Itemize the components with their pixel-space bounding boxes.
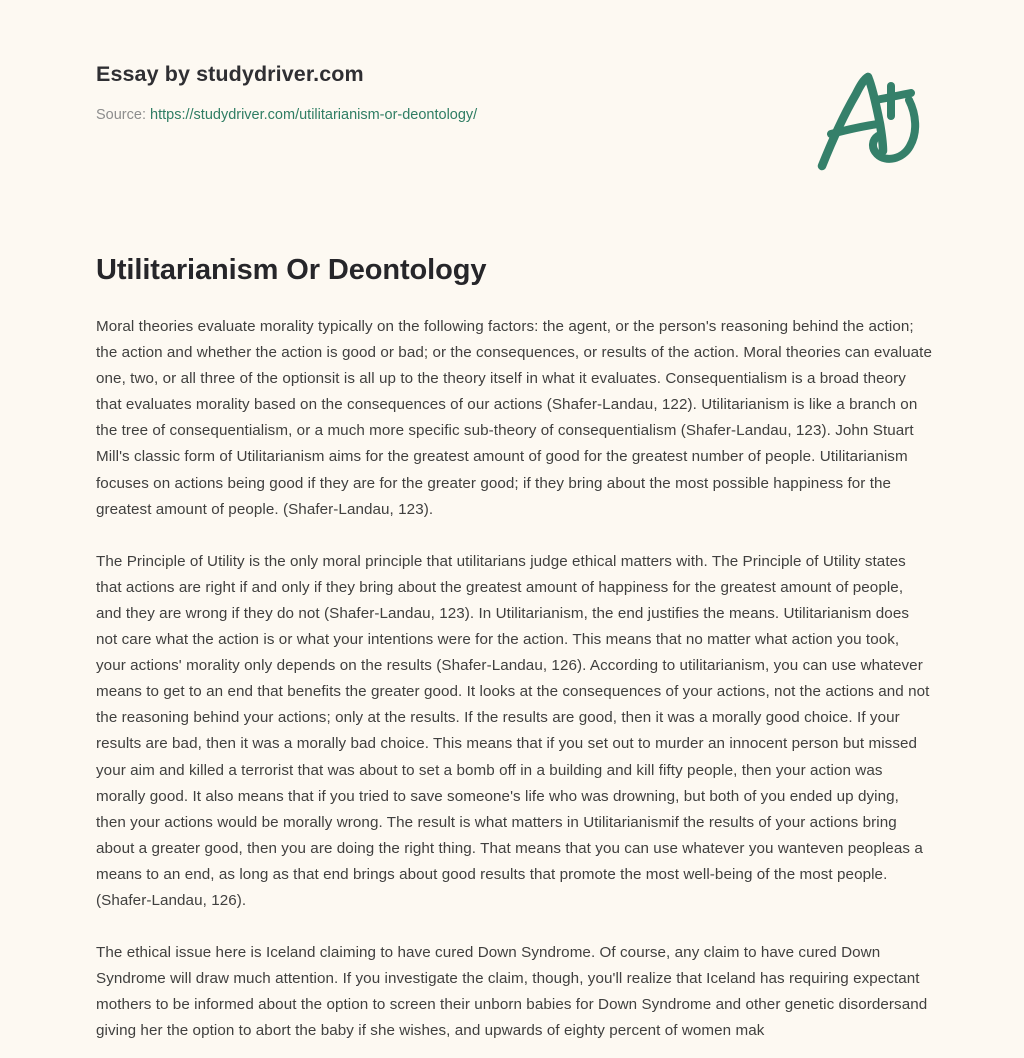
article-paragraph: The Principle of Utility is the only moral principle that utilitarians judge ethical matters with. The Principle of Utility states that actions are right if and only if they bring about the greatest amount of happiness for the greatest amount of people, and they are wrong if they do not (Shafer-Landau, 123). In Utilitarianism, the end justifies the means. Utilitarianism does not care what the action is or what your intentions were for the action. This means that no matter what action you took, your actions' morality only depends on the results (Shafer-Landau, 126). According to utilitarianism, you can use whatever means to get to an end that benefits the greater good. It looks at the consequences of your actions, not the actions and not the reasoning behind your actions; only at the results. If the results are good, then it was a morally good choice. If your results are bad, then it was a morally bad choice. This means that if you set out to murder an innocent person but missed your aim and killed a terrorist that was about to set a bomb off in a building and kill fifty people, then your action was morally good. It also means that if you tried to save someone's life who was drowning, but both of you ended up dying, then your actions would be morally wrong. The result is what matters in Utilitarianismif the results of your actions bring about a greater good, then you are doing the right thing. That means that you can use whatever you wanteven peopleas a means to an end, as long as that end brings about good results that promote the most well-being of the most people. (Shafer-Landau, 126). — [96, 552, 930, 909]
source-label: Source: — [96, 107, 146, 123]
a-plus-logo-icon[interactable] — [812, 66, 930, 176]
article-paragraph: Moral theories evaluate morality typically on the following factors: the agent, or the person's reasoning behind the action; the action and whether the action is good or bad; or the consequences, or results of the action. Moral theories can evaluate one, two, or all three of the optionsit is all up to the theory itself in what it evaluates. Consequentialism is a broad theory that evaluates morality based on the consequences of our actions (Shafer-Landau, 122). Utilitarianism is like a branch on the tree of consequentialism, or a much more specific sub-theory of consequentialism (Shafer-Landau, 123). John Stuart Mill's classic form of Utilitarianism aims for the greatest amount of good for the greatest number of people. Utilitarianism focuses on actions being good if they are for the greater good; if they bring about the most possible happiness for the greatest amount of people. (Shafer-Landau, 123). — [96, 318, 932, 518]
article — [96, 252, 932, 1044]
brand-block — [96, 60, 796, 125]
article-paragraph: The ethical issue here is Iceland claiming to have cured Down Syndrome. Of course, any claim to have cured Down Syndrome will draw much attention. If you investigate the claim, though, you'll realize that Iceland has requiring expectant mothers to be informed about the option to screen their unborn babies for Down Syndrome and other genetic disordersand giving her the option to abort the baby if she wishes, and upwards of eighty percent of women mak — [96, 944, 928, 1040]
brand-title: Essay by studydriver.com — [96, 62, 364, 86]
article-body — [96, 314, 932, 1044]
source-line — [96, 105, 796, 125]
page-title: Utilitarianism Or Deontology — [96, 254, 487, 286]
page-header — [0, 0, 1024, 200]
source-url-link[interactable]: https://studydriver.com/utilitarianism-or-deontology/ — [150, 107, 478, 123]
